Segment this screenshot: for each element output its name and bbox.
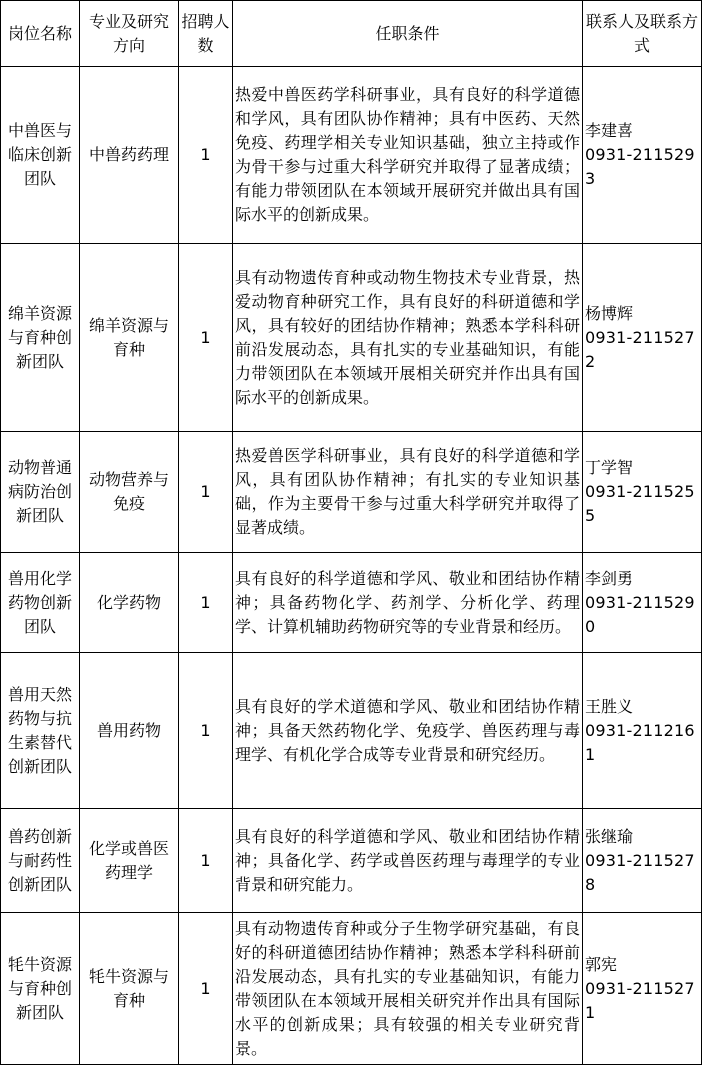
contact-name: 丁学智 (585, 458, 634, 477)
contact-phone: 0931-2112161 (585, 720, 695, 764)
major-cell: 中兽药药理 (80, 67, 179, 244)
contact-name: 李剑勇 (585, 568, 634, 588)
header-major: 专业及研究方向 (80, 1, 179, 67)
requirements-cell: 具有动物遗传育种或动物生物技术专业背景，热爱动物育种研究工作，具有良好的科研道德和学风，具有较好的团结协作精神；熟悉本学科科研前沿发展动态，具有扎实的专业基础知识，有能力带领团队在本领域开展相关研究并作出具有国际水平的创新成果。 (233, 244, 583, 432)
contact-cell (583, 653, 702, 809)
major-cell: 动物营养与免疫 (80, 432, 179, 553)
contact-cell (583, 244, 702, 432)
position-cell: 中兽医与临床创新团队 (1, 67, 80, 244)
requirements-cell: 热爱中兽医药学科研事业，具有良好的科学道德和学风，具有团队协作精神；具有中医药、天然免疫、药理学相关专业知识基础，独立主持或作为骨干参与过重大科学研究并取得了显著成绩；有能力带领团队在本领域开展研究并做出具有国际水平的创新成果。 (233, 67, 583, 244)
header-requirements: 任职条件 (233, 1, 583, 67)
contact-phone: 0931-2115293 (585, 145, 695, 188)
position-cell: 动物普通病防治创新团队 (1, 432, 80, 553)
header-position: 岗位名称 (1, 1, 80, 67)
count-cell: 1 (179, 809, 233, 913)
table-row (1, 809, 702, 913)
table-row (1, 244, 702, 432)
count-cell: 1 (179, 553, 233, 653)
contact-cell (583, 67, 702, 244)
position-cell: 兽用化学药物创新团队 (1, 553, 80, 653)
contact-cell (583, 553, 702, 653)
contact-cell (583, 913, 702, 1065)
requirements-cell: 具有良好的学术道德和学风、敬业和团结协作精神；具备天然药物化学、免疫学、兽医药理与毒理学、有机化学合成等专业背景和研究经历。 (233, 653, 583, 809)
header-row (1, 1, 702, 67)
contact-phone: 0931-2115271 (585, 978, 695, 1022)
major-cell: 化学或兽医药理学 (80, 809, 179, 913)
contact-name: 郭宪 (585, 954, 618, 974)
position-cell: 兽用天然药物与抗生素替代创新团队 (1, 653, 80, 809)
contact-cell (583, 809, 702, 913)
contact-name: 张继瑜 (585, 826, 634, 846)
table-row (1, 67, 702, 244)
contact-phone: 0931-2115290 (585, 592, 695, 636)
contact-phone: 0931-2115255 (585, 482, 695, 525)
table-row (1, 553, 702, 653)
major-cell: 绵羊资源与育种 (80, 244, 179, 432)
header-contact: 联系人及联系方式 (583, 1, 702, 67)
requirements-cell: 热爱兽医学科研事业，具有良好的科学道德和学风，具有团队协作精神；有扎实的专业知识基础，作为主要骨干参与过重大科学研究并取得了显著成绩。 (233, 432, 583, 553)
position-cell: 牦牛资源与育种创新团队 (1, 913, 80, 1065)
table-row (1, 432, 702, 553)
contact-cell (583, 432, 702, 553)
contact-phone: 0931-2115272 (585, 327, 695, 371)
contact-name: 李建喜 (585, 121, 634, 140)
count-cell: 1 (179, 653, 233, 809)
table-row (1, 653, 702, 809)
count-cell: 1 (179, 913, 233, 1065)
header-count: 招聘人数 (179, 1, 233, 67)
major-cell: 牦牛资源与育种 (80, 913, 179, 1065)
position-cell: 兽药创新与耐药性创新团队 (1, 809, 80, 913)
contact-name: 王胜义 (585, 696, 634, 716)
position-cell: 绵羊资源与育种创新团队 (1, 244, 80, 432)
contact-name: 杨博辉 (585, 303, 634, 323)
requirements-cell: 具有良好的科学道德和学风、敬业和团结协作精神；具备药物化学、药剂学、分析化学、药理学、计算机辅助药物研究等的专业背景和经历。 (233, 553, 583, 653)
count-cell: 1 (179, 67, 233, 244)
table-row (1, 913, 702, 1065)
requirements-cell: 具有良好的科学道德和学风、敬业和团结协作精神；具备化学、药学或兽医药理与毒理学的专业背景和研究能力。 (233, 809, 583, 913)
count-cell: 1 (179, 432, 233, 553)
major-cell: 化学药物 (80, 553, 179, 653)
requirements-cell: 具有动物遗传育种或分子生物学研究基础，有良好的科研道德团结协作精神；熟悉本学科科研前沿发展动态，具有扎实的专业基础知识，有能力带领团队在本领域开展相关研究并作出具有国际水平的创新成果；具有较强的相关专业研究背景。 (233, 913, 583, 1065)
count-cell: 1 (179, 244, 233, 432)
contact-phone: 0931-2115278 (585, 850, 695, 894)
major-cell: 兽用药物 (80, 653, 179, 809)
